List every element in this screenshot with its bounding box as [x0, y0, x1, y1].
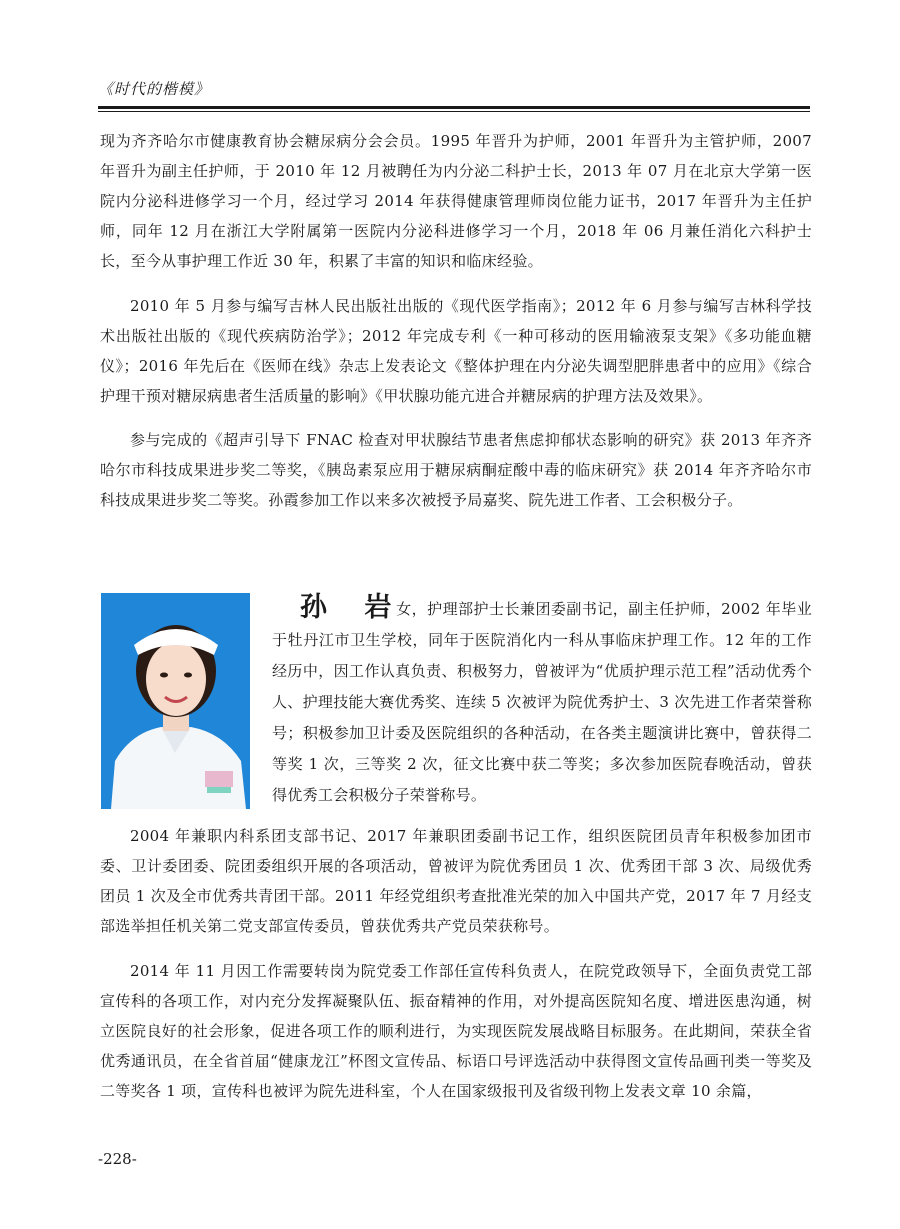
paragraph-league-party: 2004 年兼职内科系团支部书记、2017 年兼职团委副书记工作，组织医院团员青年积极参加团市委、卫计委团委、院团委组织开展的各项活动，曾被评为院优秀团员 1 次、优秀团干部 3 次、局级优秀团员 1 次及全市优秀共青团干部。2011 年经党组织考查批准光荣的加入中国共产党，2017 年 7 月经支部选举担任机关第二党支部宣传委员，曾获优秀共产党员荣获称号。: [100, 827, 812, 935]
book-title: 《时代的楷模》: [98, 80, 211, 98]
paragraph-publications: 2010 年 5 月参与编写吉林人民出版社出版的《现代医学指南》；2012 年 6 月参与编写吉林科学技术出版社出版的《现代疾病防治学》；2012 年完成专利《一种可移动的医用输液泵支架》《多功能血糖仪》；2016 年先后在《医师在线》杂志上发表论文《整体护理在内分泌失调型肥胖患者中的应用》《综合护理干预对糖尿病患者生活质量的影响》《甲状腺功能亢进合并糖尿病的护理方法及效果》。: [100, 297, 812, 405]
profile-intro-text: 女，护理部护士长兼团委副书记，副主任护师，2002 年毕业于牡丹江市卫生学校，同年于医院消化内一科从事临床护理工作。12 年的工作经历中，因工作认真负责、积极努力，曾被评为“优质护理示范工程”活动优秀个人、护理技能大赛优秀奖、连续 5 次被评为院优秀护士、3 次先进工作者荣誉称号；积极参加卫计委及医院组织的各种活动，在各类主题演讲比赛中，曾获得二等奖 1 次，三等奖 2 次，征文比赛中获二等奖；多次参加医院春晚活动，曾获得优秀工会积极分子荣誉称号。: [272, 600, 812, 804]
portrait-photo: [101, 593, 250, 809]
paragraph-publicity: 2014 年 11 月因工作需要转岗为院党委工作部任宣传科负责人，在院党政领导下，全面负责党工部宣传科的各项工作，对内充分发挥凝聚队伍、振奋精神的作用，对外提高医院知名度、增进医患沟通，树立医院良好的社会形象，促进各项工作的顺利进行，为实现医院发展战略目标服务。在此期间，荣获全省优秀通讯员，在全省首届“健康龙江”杯图文宣传品、标语口号评选活动中获得图文宣传品画刊类一等奖及二等奖各 1 项，宣传科也被评为院先进科室，个人在国家级报刊及省级刊物上发表文章 10 余篇，: [100, 962, 812, 1100]
header-rule-thin: [98, 111, 810, 112]
paragraph-awards: 参与完成的《超声引导下 FNAC 检查对甲状腺结节患者焦虑抑郁状态影响的研究》获 2013 年齐齐哈尔市科技成果进步奖二等奖，《胰岛素泵应用于糖尿病酮症酸中毒的临床研究》获 2014 年齐齐哈尔市科技成果进步奖二等奖。孙霞参加工作以来多次被授予局嘉奖、院先进工作者、工会积极分子。: [100, 431, 812, 509]
profile-intro: [272, 594, 812, 811]
header-rule-thick: [98, 106, 810, 109]
profile-name: 孙 岩: [300, 592, 406, 623]
page-number: -228-: [98, 1150, 137, 1168]
paragraph-career: 现为齐齐哈尔市健康教育协会糖尿病分会会员。1995 年晋升为护师，2001 年晋升为主管护师，2007 年晋升为副主任护师，于 2010 年 12 月被聘任为内分泌二科护士长，2013 年 07 月在北京大学第一医院内分泌科进修学习一个月，经过学习 2014 年获得健康管理师岗位能力证书，2017 年晋升为主任护师，同年 12 月在浙江大学附属第一医院内分泌科进修学习一个月，2018 年 06 月兼任消化六科护士长，至今从事护理工作近 30 年，积累了丰富的知识和临床经验。: [100, 132, 812, 270]
running-header: [98, 78, 810, 104]
